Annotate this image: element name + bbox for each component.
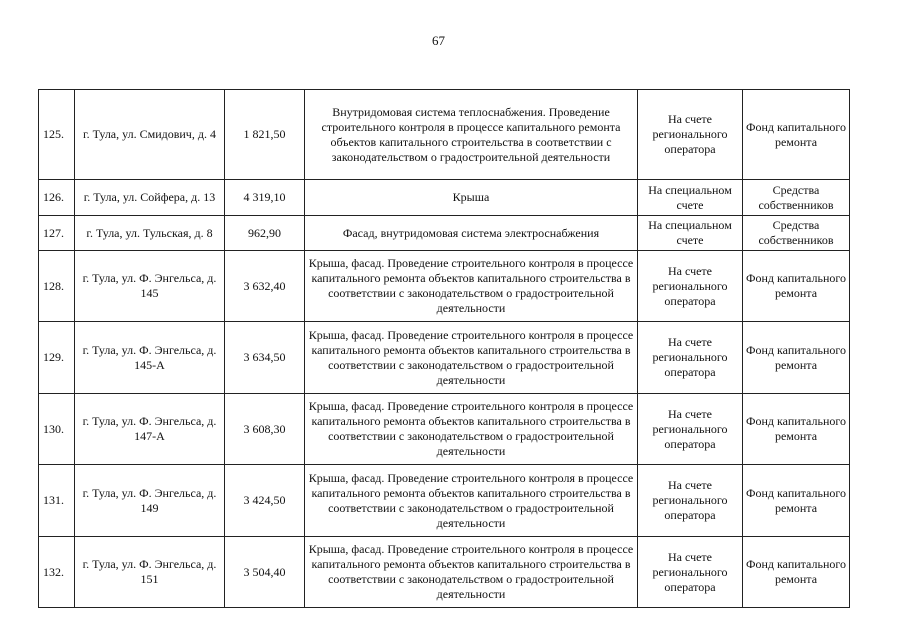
account-cell: На счете регионального оператора bbox=[638, 394, 743, 465]
works-cell: Крыша, фасад. Проведение строительного контроля в процессе капитального ремонта объектов капитального строительства в соответствии с законодательством о градостроительной деятельности bbox=[305, 394, 638, 465]
row-number: 128. bbox=[39, 251, 75, 322]
works-cell: Крыша, фасад. Проведение строительного контроля в процессе капитального ремонта объектов капитального строительства в соответствии с законодательством о градостроительной деятельности bbox=[305, 322, 638, 394]
address-cell: г. Тула, ул. Ф. Энгельса, д. 147-А bbox=[75, 394, 225, 465]
address-cell: г. Тула, ул. Ф. Энгельса, д. 149 bbox=[75, 465, 225, 537]
account-cell: На счете регионального оператора bbox=[638, 537, 743, 608]
table-row bbox=[39, 251, 850, 322]
cost-cell: 3 608,30 bbox=[225, 394, 305, 465]
funding-source-cell: Фонд капитального ремонта bbox=[743, 394, 850, 465]
repair-works-table bbox=[38, 89, 850, 608]
row-number: 132. bbox=[39, 537, 75, 608]
address-cell: г. Тула, ул. Тульская, д. 8 bbox=[75, 216, 225, 251]
row-number: 125. bbox=[39, 90, 75, 180]
table-row bbox=[39, 394, 850, 465]
page-number: 67 bbox=[432, 33, 445, 48]
table-row bbox=[39, 322, 850, 394]
table-row bbox=[39, 465, 850, 537]
cost-cell: 1 821,50 bbox=[225, 90, 305, 180]
row-number: 131. bbox=[39, 465, 75, 537]
address-cell: г. Тула, ул. Ф. Энгельса, д. 151 bbox=[75, 537, 225, 608]
works-cell: Крыша, фасад. Проведение строительного контроля в процессе капитального ремонта объектов капитального строительства в соответствии с законодательством о градостроительной деятельности bbox=[305, 465, 638, 537]
table-row bbox=[39, 216, 850, 251]
account-cell: На счете регионального оператора bbox=[638, 251, 743, 322]
account-cell: На счете регионального оператора bbox=[638, 90, 743, 180]
cost-cell: 3 424,50 bbox=[225, 465, 305, 537]
account-cell: На счете регионального оператора bbox=[638, 322, 743, 394]
table-row bbox=[39, 537, 850, 608]
works-cell: Крыша, фасад. Проведение строительного контроля в процессе капитального ремонта объектов капитального строительства в соответствии с законодательством о градостроительной деятельности bbox=[305, 537, 638, 608]
table-row bbox=[39, 90, 850, 180]
cost-cell: 3 632,40 bbox=[225, 251, 305, 322]
funding-source-cell: Фонд капитального ремонта bbox=[743, 90, 850, 180]
funding-source-cell: Фонд капитального ремонта bbox=[743, 537, 850, 608]
address-cell: г. Тула, ул. Ф. Энгельса, д. 145 bbox=[75, 251, 225, 322]
address-cell: г. Тула, ул. Ф. Энгельса, д. 145-А bbox=[75, 322, 225, 394]
works-cell: Внутридомовая система теплоснабжения. Проведение строительного контроля в процессе капитального ремонта объектов капитального строительства в соответствии с законодательством о градостроительной деятельности bbox=[305, 90, 638, 180]
account-cell: На специальном счете bbox=[638, 216, 743, 251]
row-number: 129. bbox=[39, 322, 75, 394]
funding-source-cell: Средства собственников bbox=[743, 216, 850, 251]
works-cell: Крыша, фасад. Проведение строительного контроля в процессе капитального ремонта объектов капитального строительства в соответствии с законодательством о градостроительной деятельности bbox=[305, 251, 638, 322]
works-cell: Фасад, внутридомовая система электроснабжения bbox=[305, 216, 638, 251]
account-cell: На счете регионального оператора bbox=[638, 465, 743, 537]
account-cell: На специальном счете bbox=[638, 180, 743, 216]
cost-cell: 4 319,10 bbox=[225, 180, 305, 216]
funding-source-cell: Фонд капитального ремонта bbox=[743, 465, 850, 537]
row-number: 127. bbox=[39, 216, 75, 251]
row-number: 130. bbox=[39, 394, 75, 465]
cost-cell: 3 504,40 bbox=[225, 537, 305, 608]
cost-cell: 962,90 bbox=[225, 216, 305, 251]
address-cell: г. Тула, ул. Сойфера, д. 13 bbox=[75, 180, 225, 216]
row-number: 126. bbox=[39, 180, 75, 216]
table-row bbox=[39, 180, 850, 216]
funding-source-cell: Фонд капитального ремонта bbox=[743, 322, 850, 394]
funding-source-cell: Фонд капитального ремонта bbox=[743, 251, 850, 322]
address-cell: г. Тула, ул. Смидович, д. 4 bbox=[75, 90, 225, 180]
works-cell: Крыша bbox=[305, 180, 638, 216]
cost-cell: 3 634,50 bbox=[225, 322, 305, 394]
funding-source-cell: Средства собственников bbox=[743, 180, 850, 216]
